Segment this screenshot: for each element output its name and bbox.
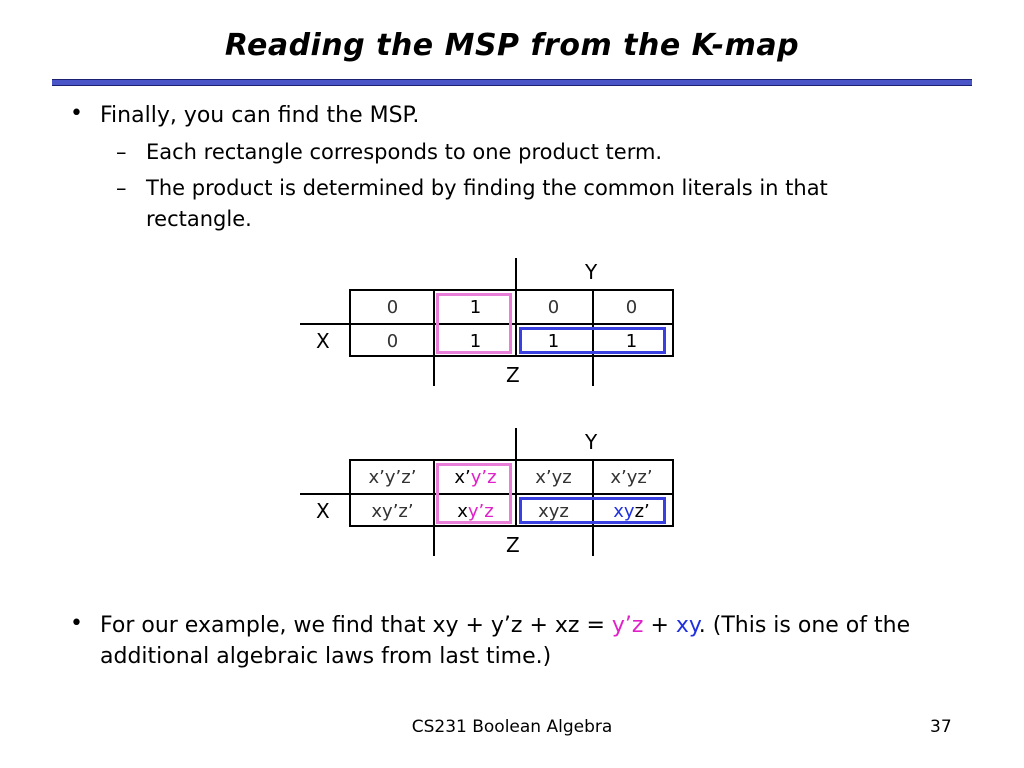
subbullet-text: rectangle.	[146, 207, 252, 231]
kmap-cell: 1	[625, 330, 638, 352]
footer-course: CS231 Boolean Algebra	[411, 717, 613, 737]
kmap-cell: 0	[625, 296, 638, 318]
bullet-text: additional algebraic laws from last time.)	[100, 644, 552, 669]
kmap-values	[290, 258, 690, 398]
y-divider	[515, 428, 517, 459]
dash-mark: –	[116, 176, 127, 200]
kmap-term-cell: x’y’z’	[368, 466, 417, 488]
subbullet-text: The product is determined by finding the common literals in that	[146, 176, 828, 200]
slide-title: Reading the MSP from the K-map	[224, 28, 800, 63]
kmap-cell: 0	[386, 330, 399, 352]
highlight-yz: y’z	[611, 613, 644, 638]
kmap-label-z: Z	[506, 533, 520, 557]
bullet-text: Finally, you can find the MSP.	[100, 103, 420, 128]
term-part-highlight: xy	[613, 500, 635, 522]
kmap-term-cell: xyz	[538, 500, 569, 522]
kmap-label-y: Y	[585, 260, 598, 284]
page-number: 37	[930, 717, 952, 737]
bullet-item	[70, 100, 420, 131]
kmap-label-x: X	[316, 329, 330, 353]
subbullet-continuation	[146, 204, 252, 235]
term-part: x’	[454, 466, 471, 488]
title-rule	[52, 79, 972, 86]
kmap-term-cell: x’yz	[535, 466, 572, 488]
subbullet-item	[116, 137, 663, 168]
kmap-cell: 1	[469, 296, 482, 318]
highlight-xy: xy	[675, 613, 699, 638]
bullet-continuation	[100, 641, 551, 672]
group-rectangle-blue	[519, 497, 666, 524]
dash-mark: –	[116, 140, 127, 164]
plus-sign: +	[650, 613, 669, 638]
group-rectangle-pink	[436, 293, 512, 354]
kmap-cell: 0	[386, 296, 399, 318]
group-rectangle-blue	[519, 327, 666, 354]
bullet-item	[70, 610, 980, 641]
term-part: z’	[634, 500, 650, 522]
kmap-terms	[290, 428, 690, 568]
kmap-label-z: Z	[506, 363, 520, 387]
term-part-highlight: y’z	[467, 500, 494, 522]
bullet-mark: •	[70, 611, 83, 636]
kmap-cell: 0	[547, 296, 560, 318]
kmap-term-cell: xy’z’	[371, 500, 414, 522]
bullet-text: For our example, we find that xy + y’z + xz =	[100, 613, 605, 638]
group-rectangle-pink	[436, 463, 512, 524]
kmap-cell: 1	[469, 330, 482, 352]
kmap-term-cell: x’yz’	[610, 466, 653, 488]
term-part-highlight: y’z	[470, 466, 497, 488]
term-part: x	[457, 500, 468, 522]
subbullet-item	[116, 173, 828, 204]
subbullet-text: Each rectangle corresponds to one product term.	[146, 140, 663, 164]
bullet-text-rest: . (This is one of the	[698, 613, 911, 638]
bullet-mark: •	[70, 101, 83, 126]
kmap-label-x: X	[316, 499, 330, 523]
kmap-label-y: Y	[585, 430, 598, 454]
kmap-cell: 1	[547, 330, 560, 352]
y-divider	[515, 258, 517, 289]
